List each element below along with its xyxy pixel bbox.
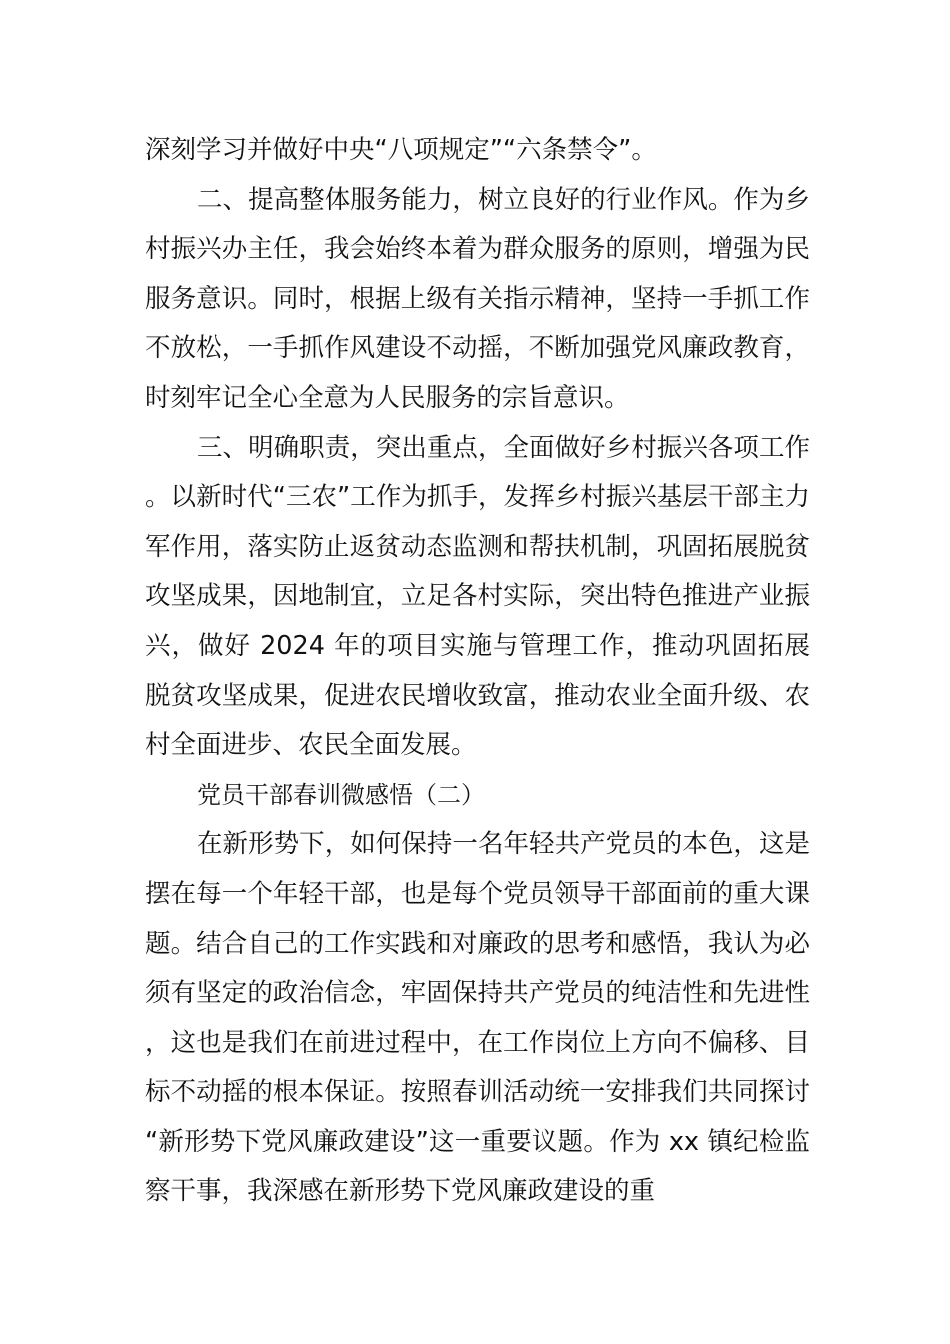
paragraph-section-two: 二、提高整体服务能力，树立良好的行业作风。作为乡村振兴办主任，我会始终本着为群众服务的原则，增强为民服务意识。同时，根据上级有关指示精神，坚持一手抓工作不放松，一手抓作风建设不动摇，不断加强党风廉政教育，时刻牢记全心全意为人民服务的宗旨意识。: [145, 184, 810, 413]
paragraph-reflection: 在新形势下，如何保持一名年轻共产党员的本色，这是摆在每一个年轻干部，也是每个党员领导干部面前的重大课题。结合自己的工作实践和对廉政的思考和感悟，我认为必须有坚定的政治信念，牢固保持共产党员的纯洁性和先进性，这也是我们在前进过程中，在工作岗位上方向不偏移、目标不动摇的根本保证。按照春训活动统一安排我们共同探讨“新形势下党风廉政建设”这一重要议题。作为 xx 镇纪检监察干事，我深感在新形势下党风廉政建设的重: [145, 829, 810, 1207]
document-body: [145, 126, 810, 1217]
paragraph-section-three: 三、明确职责，突出重点，全面做好乡村振兴各项工作。以新时代“三农”工作为抓手，发挥乡村振兴基层干部主力军作用，落实防止返贫动态监测和帮扶机制，巩固拓展脱贫攻坚成果，因地制宜，立足各村实际，突出特色推进产业振兴，做好 2024 年的项目实施与管理工作，推动巩固拓展脱贫攻坚成果，促进农民增收致富，推动农业全面升级、农村全面进步、农民全面发展。: [145, 432, 810, 761]
section-heading: 党员干部春训微感悟（二）: [197, 780, 485, 809]
paragraph-continuation: 深刻学习并做好中央“八项规定”“六条禁令”。: [145, 135, 657, 165]
